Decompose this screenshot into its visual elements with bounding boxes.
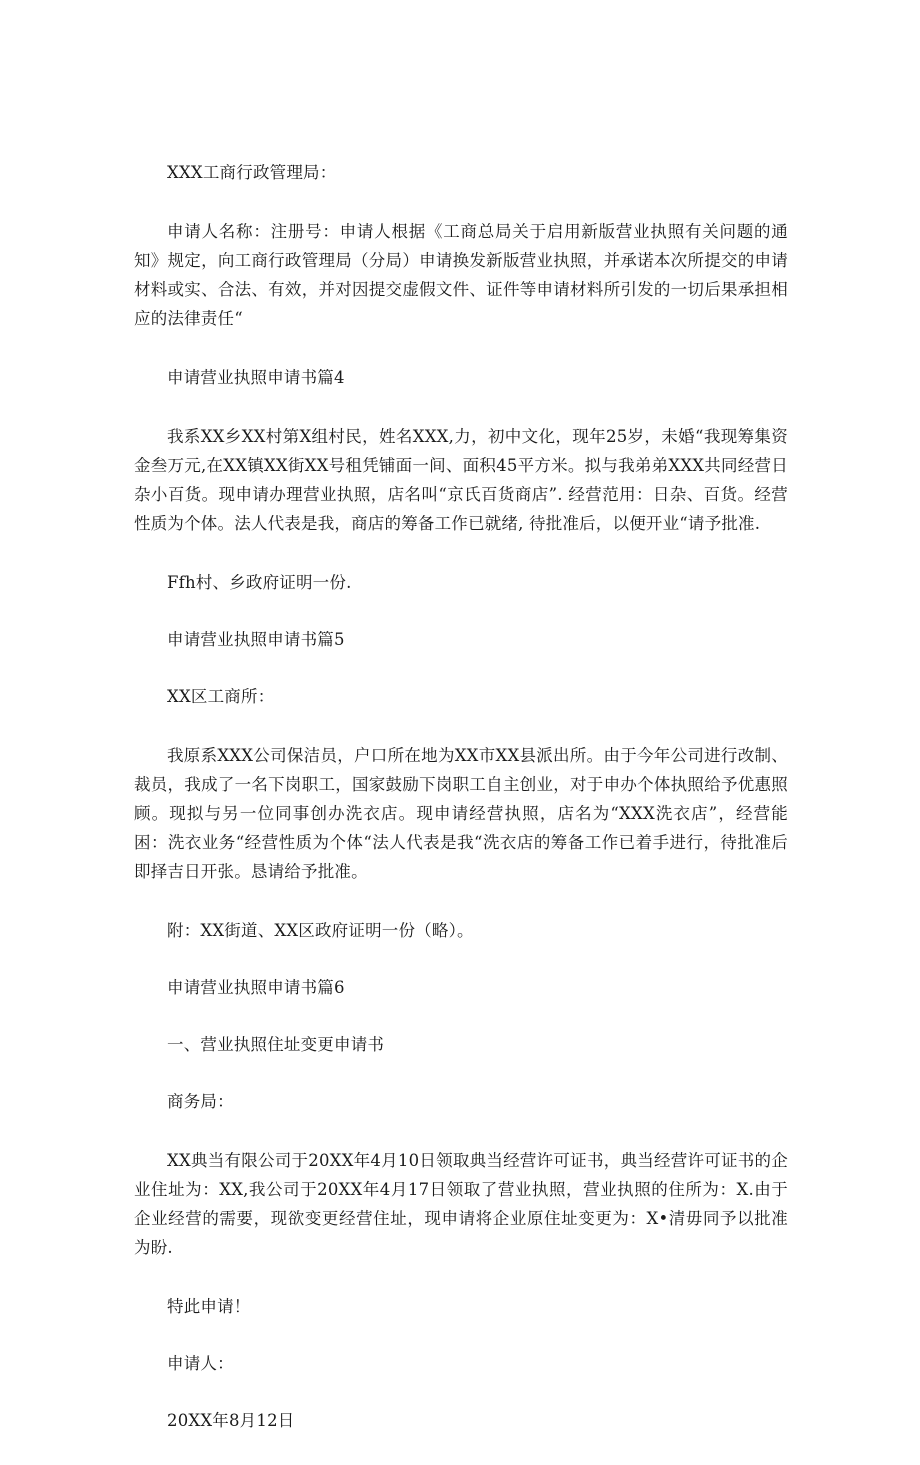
applicant-signature-line: 申请人：	[167, 1354, 234, 1373]
document-page	[134, 158, 788, 1465]
attachment-line: Ffh村、乡政府证明一份.	[167, 573, 352, 592]
body-paragraph: 我系XX乡XX村第X组村民，姓名XXX,力，初中文化，现年25岁，未婚“我现筹集资金叁万元,在XX镇XX街XX号租凭铺面一间、面积45平方米。拟与我弟弟XXX共同经营日杂小百货。现申请办理营业执照，店名叫“京氏百货商店”. 经营范用：日杂、百货。经营性质为个体。法人代表是我，商店的筹备工作已就绪, 待批准后，以便开业“请予批准.	[134, 427, 788, 533]
section-heading: 申请营业执照申请书篇4	[167, 368, 345, 387]
closing-line: 特此申请！	[167, 1297, 251, 1316]
body-paragraph: XX典当有限公司于20XX年4月10日领取典当经营许可证书，典当经营许可证书的企业住址为：XX,我公司于20XX年4月17日领取了营业执照，营业执照的住所为：X.由于企业经营的需要，现欲变更经营住址，现申请将企业原住址变更为：X•清毋同予以批准为盼.	[134, 1151, 788, 1257]
subsection-heading: 一、营业执照住址变更申请书	[167, 1035, 385, 1054]
body-paragraph: 我原系XXX公司保洁员，户口所在地为XX市XX县派出所。由于今年公司进行改制、裁员，我成了一名下岗职工，国家鼓励下岗职工自主创业，对于申办个体执照给予优惠照顾。现拟与另一位同事创办洗衣店。现申请经营执照，店名为“XXX洗衣店”，经营能困：洗衣业务“经营性质为个体“法人代表是我“洗衣店的筹备工作已着手进行，待批准后即择吉日开张。恳请给予批准。	[134, 746, 788, 881]
addressee-line: XXX工商行政管理局：	[167, 163, 337, 182]
addressee-line: XX区工商所：	[167, 687, 275, 706]
section-heading: 申请营业执照申请书篇5	[167, 630, 345, 649]
addressee-line: 商务局：	[167, 1092, 234, 1111]
section-heading: 申请营业执照申请书篇6	[167, 978, 345, 997]
attachment-line: 附：XX街道、XX区政府证明一份（略）。	[167, 921, 474, 940]
body-paragraph: 申请人名称：注册号：申请人根据《工商总局关于启用新版营业执照有关问题的通知》规定，向工商行政管理局（分局）申请换发新版营业执照，并承诺本次所提交的申请材料或实、合法、有效，并对因提交虚假文件、证件等申请材料所引发的一切后果承担相应的法律责任“	[134, 222, 788, 328]
date-line: 20XX年8月12日	[167, 1411, 295, 1430]
